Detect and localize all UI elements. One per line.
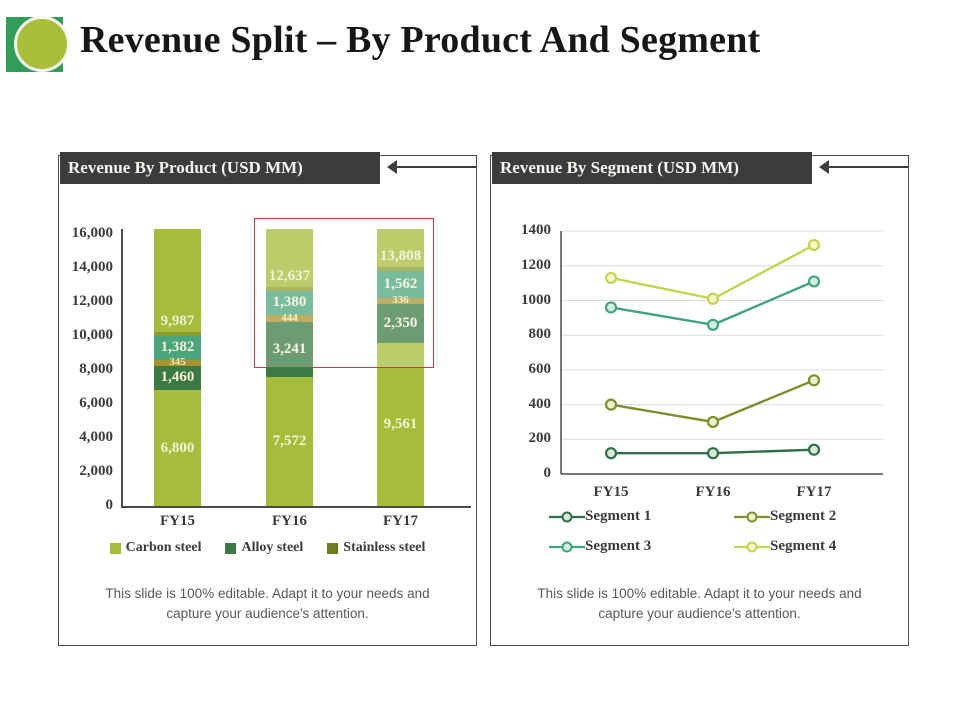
y-tick-label: 4,000 xyxy=(79,429,113,445)
y-tick-label: 10,000 xyxy=(71,327,113,343)
product-chart-header: Revenue By Product (USD MM) xyxy=(60,152,380,184)
bar-value-label: 1,460 xyxy=(160,369,195,386)
series-line-segment-2 xyxy=(611,380,814,422)
bar-segment xyxy=(154,366,201,391)
bar-value-label: 1,382 xyxy=(160,339,195,356)
legend-label: Segment 4 xyxy=(770,538,837,554)
bar-value-label: 345 xyxy=(169,356,186,369)
editable-note-line2: capture your audience's attention. xyxy=(598,605,801,621)
data-point-marker xyxy=(809,276,819,286)
editable-note-left xyxy=(59,584,476,623)
x-category-label: FY16 xyxy=(695,484,731,500)
bar-value-label: 444 xyxy=(281,311,298,324)
data-point-marker xyxy=(809,240,819,250)
y-tick-label: 16,000 xyxy=(71,225,113,241)
legend-item xyxy=(549,538,651,555)
y-tick-label: 12,000 xyxy=(71,293,113,309)
bar-filler-segment xyxy=(154,229,201,336)
bar-value-label: 6,800 xyxy=(160,439,195,456)
legend-item xyxy=(734,538,836,555)
bar-value-label: 1,380 xyxy=(272,294,307,311)
legend-item xyxy=(110,540,202,556)
y-tick-label: 1200 xyxy=(521,256,551,273)
bar-value-label: 1,562 xyxy=(383,276,418,292)
editable-note-line1: This slide is 100% editable. Adapt it to your needs and xyxy=(537,586,862,601)
y-tick-label: 1000 xyxy=(521,291,551,308)
y-tick-label: 14,000 xyxy=(71,259,113,275)
y-tick-label: 6,000 xyxy=(79,395,113,411)
data-point-marker xyxy=(606,448,616,458)
editable-note-line1: This slide is 100% editable. Adapt it to your needs and xyxy=(105,586,430,601)
data-point-marker xyxy=(708,417,718,427)
y-tick-label: 1400 xyxy=(521,222,551,239)
data-point-marker xyxy=(708,320,718,330)
legend-item xyxy=(734,508,836,525)
x-category-label: FY17 xyxy=(383,513,418,529)
bar-total-label: 13,808 xyxy=(379,248,422,265)
bar-segment xyxy=(154,390,201,506)
bar-segment xyxy=(154,356,201,369)
data-point-marker xyxy=(606,302,616,312)
x-category-label: FY17 xyxy=(796,484,832,500)
y-tick-label: 0 xyxy=(543,465,551,481)
y-tick-label: 200 xyxy=(528,430,551,447)
editable-note-line2: capture your audience's attention. xyxy=(166,605,369,621)
segment-chart-header: Revenue By Segment (USD MM) xyxy=(492,152,812,184)
legend-item xyxy=(327,540,425,556)
x-category-label: FY15 xyxy=(593,484,629,500)
data-point-marker xyxy=(708,448,718,458)
legend-line-marker-icon xyxy=(734,511,770,523)
legend-line-marker-icon xyxy=(549,541,585,553)
data-point-marker xyxy=(708,294,718,304)
series-line-segment-4 xyxy=(611,245,814,299)
y-tick-label: 2,000 xyxy=(79,463,113,479)
legend-swatch-icon xyxy=(327,543,338,554)
data-point-marker xyxy=(809,445,819,455)
legend-label: Segment 1 xyxy=(585,508,652,524)
y-tick-label: 400 xyxy=(528,395,551,412)
x-category-label: FY16 xyxy=(272,513,307,529)
legend-item xyxy=(549,508,651,525)
data-point-marker xyxy=(809,375,819,385)
y-tick-label: 0 xyxy=(105,497,113,513)
left-arrow-head-icon xyxy=(387,160,397,174)
y-axis-line xyxy=(121,229,123,507)
y-tick-label: 800 xyxy=(528,326,551,343)
bar-value-label: 9,561 xyxy=(383,416,418,433)
revenue-by-segment-panel xyxy=(490,155,909,646)
legend-label: Stainless steel xyxy=(343,540,426,555)
right-arrow-line xyxy=(828,166,909,168)
highlight-box xyxy=(254,218,434,368)
y-tick-label: 600 xyxy=(528,360,551,377)
product-chart-legend xyxy=(59,540,476,556)
data-point-marker xyxy=(606,273,616,283)
left-arrow-line xyxy=(396,166,477,168)
revenue-by-product-panel xyxy=(58,155,477,646)
page-title: Revenue Split – By Product And Segment xyxy=(80,19,761,61)
legend-item xyxy=(225,540,303,556)
legend-label: Segment 3 xyxy=(585,538,652,554)
bar-value-label: 336 xyxy=(392,294,409,307)
bar-value-label: 3,241 xyxy=(272,341,307,358)
x-category-label: FY15 xyxy=(160,513,195,529)
legend-swatch-icon xyxy=(110,543,121,554)
bar-value-label: 2,350 xyxy=(383,314,418,331)
y-tick-label: 8,000 xyxy=(79,361,113,377)
legend-label: Segment 2 xyxy=(770,508,837,524)
x-axis-line xyxy=(121,506,471,508)
line-chart-svg xyxy=(491,216,911,506)
editable-note-right xyxy=(491,584,908,623)
right-arrow-head-icon xyxy=(819,160,829,174)
legend-label: Alloy steel xyxy=(241,540,304,555)
bar-total-label: 9,987 xyxy=(160,313,195,330)
legend-swatch-icon xyxy=(225,543,236,554)
bar-total-label: 12,637 xyxy=(268,268,311,285)
legend-label: Carbon steel xyxy=(125,540,202,555)
legend-line-marker-icon xyxy=(549,511,585,523)
data-point-marker xyxy=(606,400,616,410)
bar-segment xyxy=(266,377,313,506)
logo-circle-icon xyxy=(14,16,70,72)
legend-line-marker-icon xyxy=(734,541,770,553)
bar-value-label: 7,572 xyxy=(272,433,307,450)
